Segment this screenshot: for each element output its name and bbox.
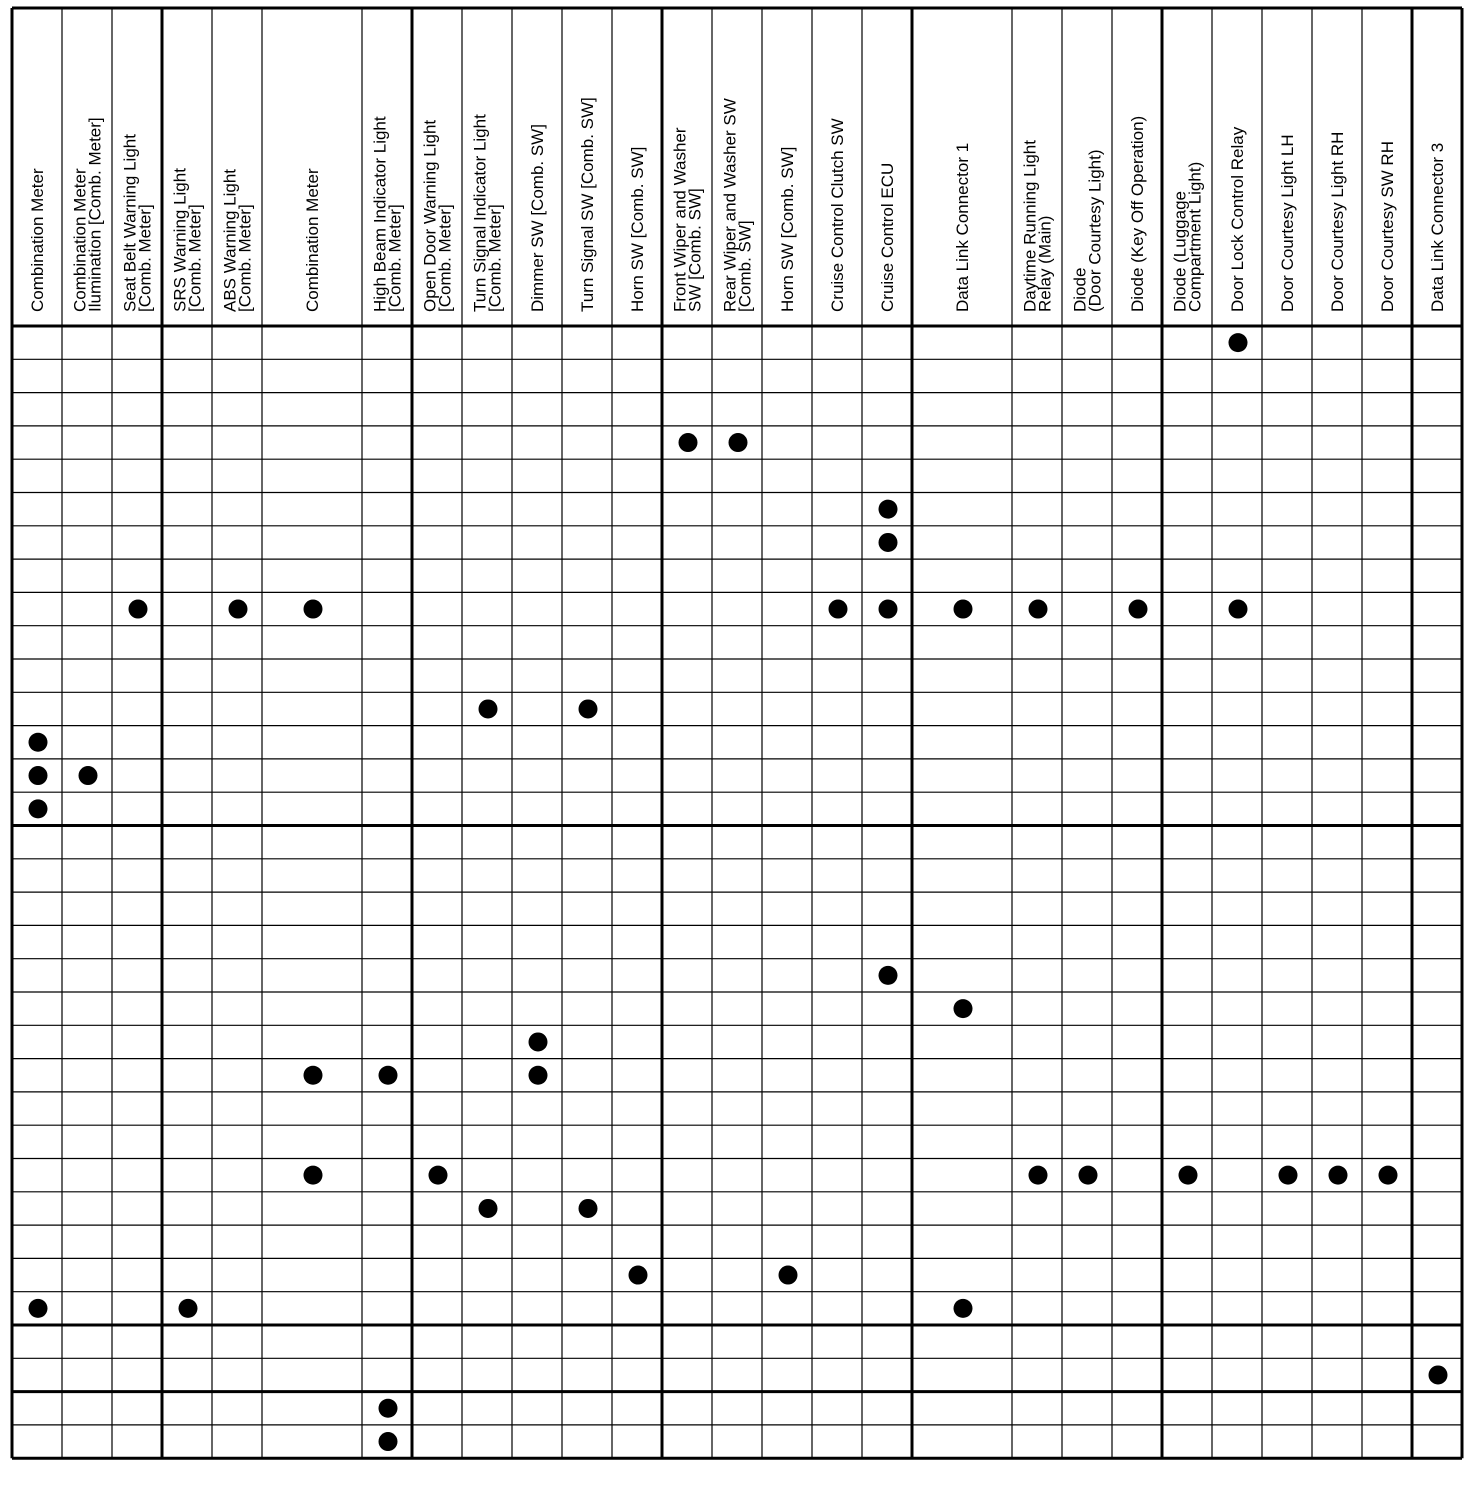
column-header-label: (Door Courtesy Light): [1085, 149, 1105, 312]
connection-dot: [1129, 600, 1148, 619]
connection-dot: [379, 1399, 398, 1418]
column-header-label: Open Door Warning Light: [420, 119, 440, 312]
column-header-label: ABS Warning Light: [220, 169, 240, 312]
column-header-label: Front Wiper and Washer: [670, 127, 690, 312]
connection-dot: [729, 433, 748, 452]
connection-dot: [429, 1166, 448, 1185]
connection-dot: [1179, 1166, 1198, 1185]
connection-dot: [129, 600, 148, 619]
column-header-label: Diode: [1070, 267, 1090, 312]
column-header-label: [Comb. Meter]: [485, 204, 505, 312]
column-header-label: [Comb. SW]: [735, 220, 755, 312]
column-header-label: [Comb. Meter]: [185, 204, 205, 312]
column-header-label: Relay (Main): [1035, 215, 1055, 312]
column-header-label: Combination Meter: [70, 168, 90, 312]
column-header-label: Door Courtesy Light LH: [1278, 134, 1297, 312]
connection-dot: [879, 600, 898, 619]
connection-dot: [579, 1199, 598, 1218]
connection-dot: [1079, 1166, 1098, 1185]
connection-dot: [879, 500, 898, 519]
connection-dot: [529, 1032, 548, 1051]
column-header-label: Data Link Connector 1: [953, 142, 972, 312]
column-header-label: High Beam Indicator Light: [370, 116, 390, 312]
connection-dot: [529, 1066, 548, 1085]
column-header-label: [Comb. Meter]: [435, 204, 455, 312]
column-header-label: Dimmer SW [Comb. SW]: [528, 124, 547, 312]
connection-dot: [1329, 1166, 1348, 1185]
connection-dot: [954, 1299, 973, 1318]
connection-dot: [229, 600, 248, 619]
connection-dot: [79, 766, 98, 785]
column-header-label: Turn Signal Indicator Light: [470, 114, 490, 312]
connection-dot: [179, 1299, 198, 1318]
column-header-label: SRS Warning Light: [170, 168, 190, 312]
connection-dot: [954, 999, 973, 1018]
column-header-label: Daytime Running Light: [1020, 140, 1040, 312]
column-header-label: [Comb. Meter]: [385, 204, 405, 312]
column-header-label: Horn SW [Comb. SW]: [778, 146, 797, 312]
connection-dot: [1029, 1166, 1048, 1185]
connection-dot: [379, 1066, 398, 1085]
connection-dot: [1429, 1365, 1448, 1384]
connection-dot: [679, 433, 698, 452]
connection-dot: [29, 733, 48, 752]
connection-dot: [479, 1199, 498, 1218]
connection-dot: [1229, 333, 1248, 352]
column-header-label: [Comb. Meter]: [235, 204, 255, 312]
connection-dot: [879, 533, 898, 552]
connection-dot: [1029, 600, 1048, 619]
connection-dot: [379, 1432, 398, 1451]
column-header-label: Rear Wiper and Washer SW: [720, 98, 740, 312]
connection-dot: [29, 1299, 48, 1318]
connection-dot: [1379, 1166, 1398, 1185]
connection-dot: [479, 699, 498, 718]
connection-dot: [579, 699, 598, 718]
column-header-label: Door Lock Control Relay: [1228, 126, 1247, 312]
column-header-label: Cruise Control Clutch SW: [828, 118, 847, 312]
connection-dot: [1229, 600, 1248, 619]
connection-dot: [779, 1266, 798, 1285]
column-header-label: [Comb. Meter]: [135, 204, 155, 312]
column-header-label: Diode (Luggage: [1170, 191, 1190, 312]
connection-dot: [629, 1266, 648, 1285]
connection-dot: [29, 766, 48, 785]
column-header-label: Door Courtesy SW RH: [1378, 141, 1397, 312]
column-header-label: Diode (Key Off Operation): [1128, 115, 1147, 312]
connection-dot: [1279, 1166, 1298, 1185]
column-header-label: Combination Meter: [303, 168, 322, 312]
column-header-label: Turn Signal SW [Comb. SW]: [578, 97, 597, 312]
column-header-label: Horn SW [Comb. SW]: [628, 146, 647, 312]
connection-dot: [954, 600, 973, 619]
connection-dot: [879, 966, 898, 985]
column-header-label: SW [Comb. SW]: [685, 188, 705, 312]
column-header-label: Data Link Connector 3: [1428, 142, 1447, 312]
column-header-label: Door Courtesy Light RH: [1328, 131, 1347, 312]
column-headers: [28, 97, 1447, 312]
connection-dot: [304, 1066, 323, 1085]
connection-dot: [829, 600, 848, 619]
column-header-label: Combination Meter: [28, 168, 47, 312]
connection-dot: [304, 1166, 323, 1185]
connection-dot: [29, 799, 48, 818]
column-header-label: Cruise Control ECU: [878, 162, 897, 312]
connection-dot: [304, 600, 323, 619]
column-header-label: Compartment Light): [1185, 161, 1205, 312]
column-header-label: Ilumination [Comb. Meter]: [85, 117, 105, 312]
column-header-label: Seat Belt Warning Light: [120, 134, 140, 312]
